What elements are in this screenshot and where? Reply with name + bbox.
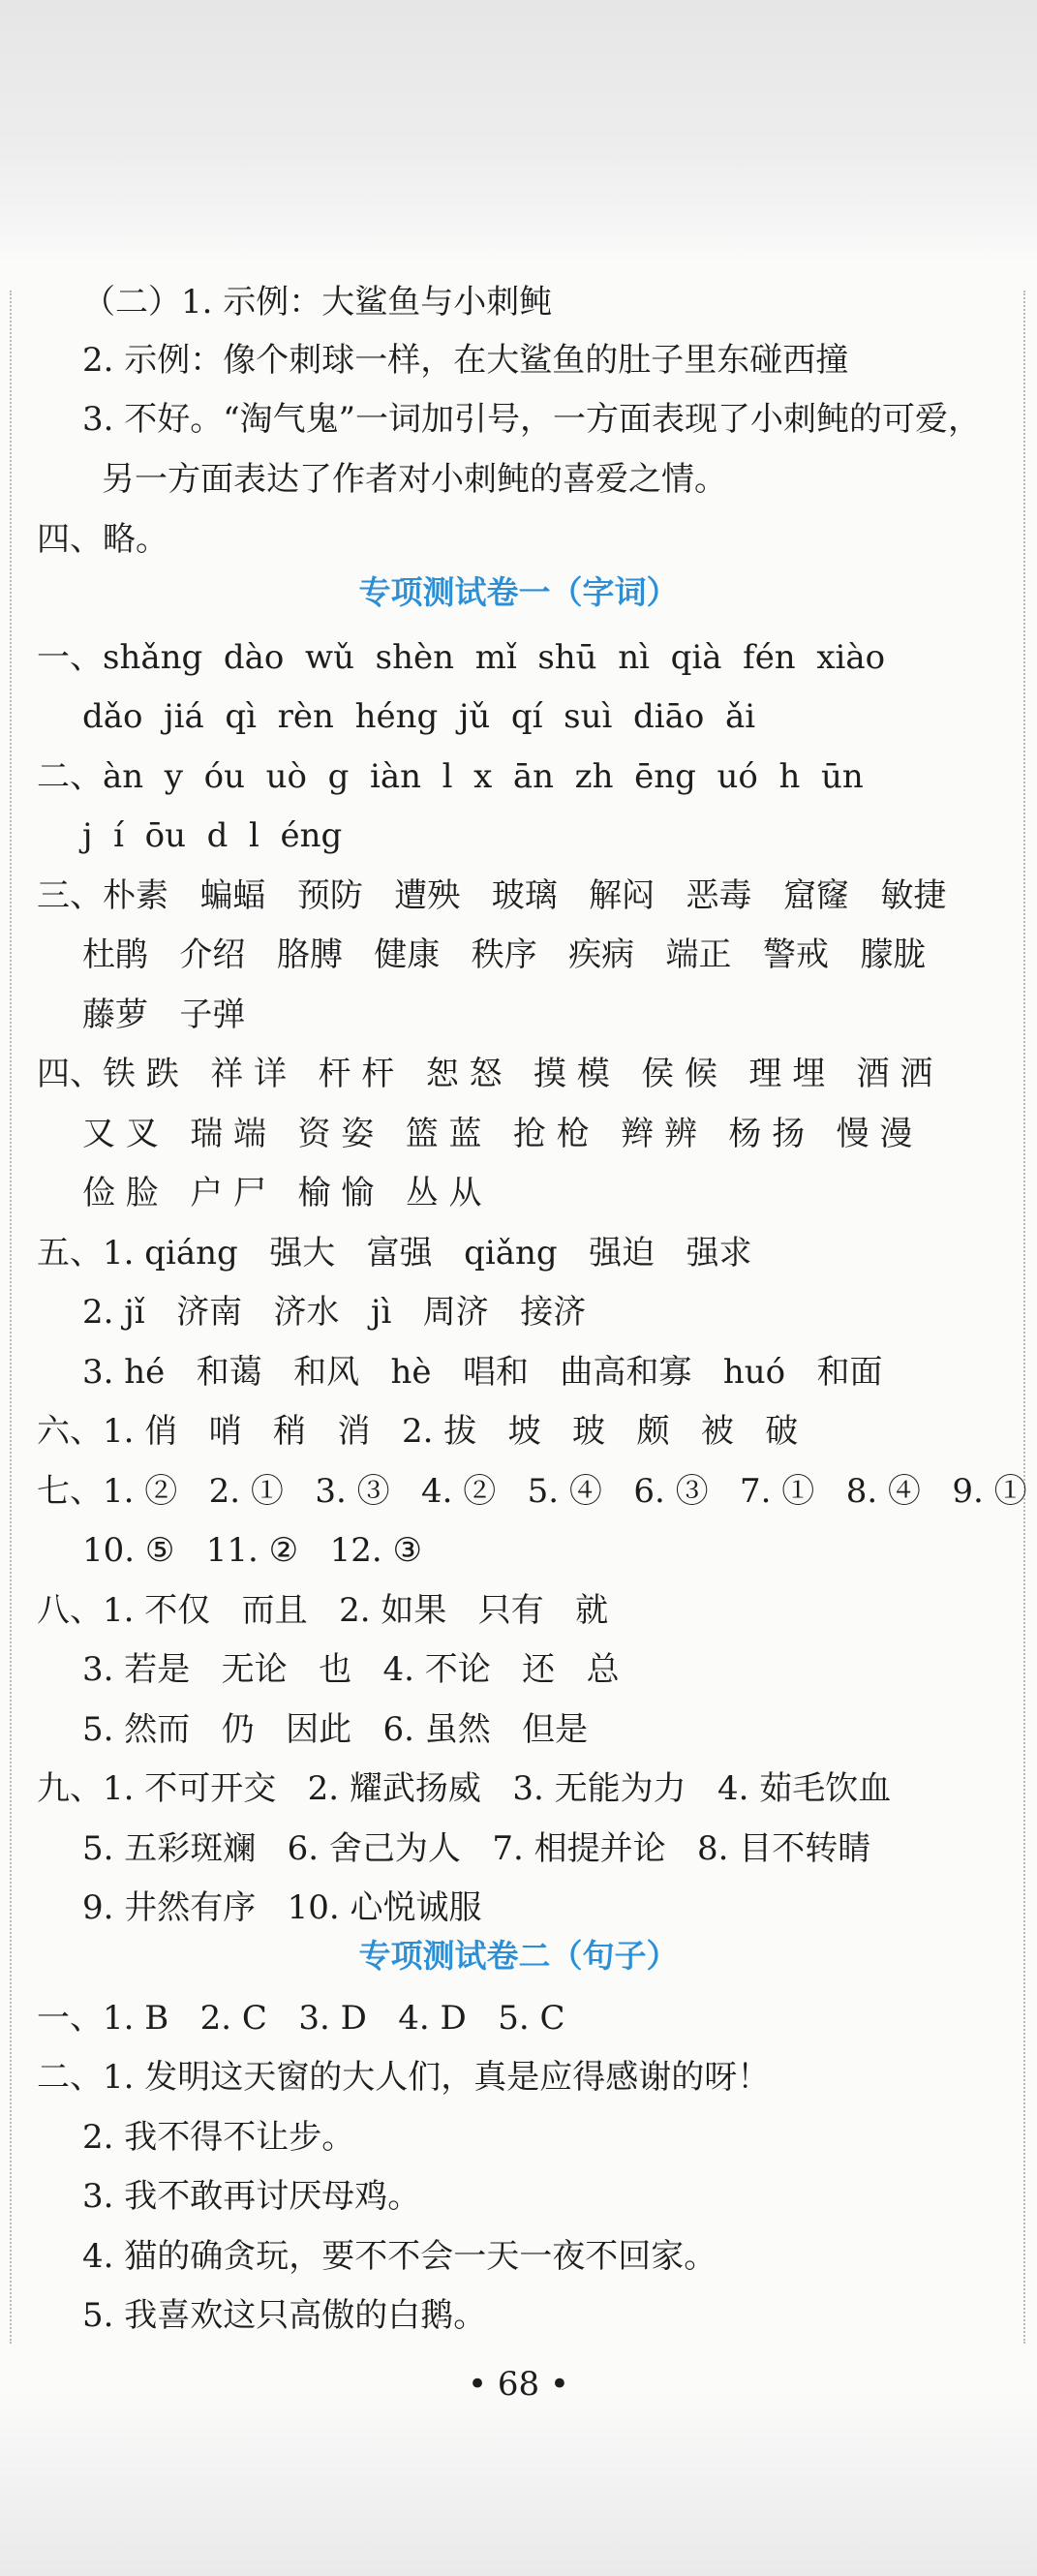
section-title: 专项测试卷二（句子）: [358, 1937, 679, 1975]
answer-line: 九、1. 不可开交 2. 耀武扬威 3. 无能为力 4. 茹毛饮血: [37, 1769, 892, 1808]
answer-line: 六、1. 俏 哨 稍 消 2. 拔 坡 玻 颇 被 破: [37, 1412, 799, 1451]
answer-line: 3. 不好。“淘气鬼”一词加引号，一方面表现了小刺鲀的可爱，: [82, 400, 982, 439]
answer-line: 俭 脸 户 尸 榆 愉 丛 从: [82, 1174, 482, 1212]
answer-line: 4. 猫的确贪玩，要不不会一天一夜不回家。: [82, 2237, 717, 2276]
answer-line: 二、1. 发明这天窗的大人们，真是应得感谢的呀！: [37, 2058, 771, 2097]
answer-line: 9. 井然有序 10. 心悦诚服: [82, 1888, 482, 1927]
answer-line: 另一方面表达了作者对小刺鲀的喜爱之情。: [102, 460, 727, 499]
answer-line: j í ōu d l éng: [82, 816, 343, 855]
answer-line: 三、朴素 蝙蝠 预防 遭殃 玻璃 解闷 恶毒 窟窿 敏捷: [37, 876, 947, 915]
answer-line: 10. ⑤ 11. ② 12. ③: [82, 1531, 422, 1570]
page-bottom-shadow: [0, 2392, 1037, 2576]
answer-line: 八、1. 不仅 而且 2. 如果 只有 就: [37, 1591, 609, 1630]
answer-line: 3. 若是 无论 也 4. 不论 还 总: [82, 1650, 620, 1689]
answer-line: dǎo jiá qì rèn héng jǔ qí suì diāo ǎi: [82, 697, 756, 736]
answer-line: 3. 我不敢再讨厌母鸡。: [82, 2177, 421, 2216]
answer-line: 二、àn y óu uò g iàn l x ān zh ēng uó h ūn: [37, 757, 864, 796]
answer-line: 又 叉 瑞 端 资 姿 篮 蓝 抢 枪 辫 辨 杨 扬 慢 漫: [82, 1115, 913, 1153]
answer-line: 五、1. qiáng 强大 富强 qiǎng 强迫 强求: [37, 1234, 752, 1273]
answer-line: 七、1. ② 2. ① 3. ③ 4. ② 5. ④ 6. ③ 7. ① 8. ④ 9. ①: [37, 1472, 1027, 1511]
answer-line: 四、铁 跌 祥 详 杆 杆 恕 怒 摸 模 侯 候 理 埋 酒 洒: [37, 1055, 933, 1093]
page-top-shadow: [0, 0, 1037, 261]
answer-line: （二）1. 示例：大鲨鱼与小刺鲀: [82, 283, 553, 322]
answer-line: 5. 我喜欢这只高傲的白鹅。: [82, 2296, 487, 2335]
answer-line: 一、shǎng dào wǔ shèn mǐ shū nì qià fén xiào: [37, 638, 886, 677]
answer-line: 5. 然而 仍 因此 6. 虽然 但是: [82, 1710, 589, 1749]
answer-line: 3. hé 和蔼 和风 hè 唱和 曲高和寡 huó 和面: [82, 1353, 883, 1392]
answer-line: 5. 五彩斑斓 6. 舍己为人 7. 相提并论 8. 目不转睛: [82, 1829, 871, 1868]
page-number: • 68 •: [468, 2365, 569, 2404]
answer-line: 杜鹃 介绍 胳膊 健康 秩序 疾病 端正 警戒 朦胧: [82, 935, 927, 974]
answer-line: 2. jǐ 济南 济水 jì 周济 接济: [82, 1293, 587, 1332]
answer-line: 2. 我不得不让步。: [82, 2118, 355, 2157]
section-title: 专项测试卷一（字词）: [358, 573, 679, 611]
answer-line: 藤萝 子弹: [82, 996, 246, 1034]
answer-line: 2. 示例：像个刺球一样，在大鲨鱼的肚子里东碰西撞: [82, 341, 849, 380]
answer-line: 一、1. B 2. C 3. D 4. D 5. C: [37, 1999, 565, 2038]
answer-line: 四、略。: [37, 520, 168, 559]
